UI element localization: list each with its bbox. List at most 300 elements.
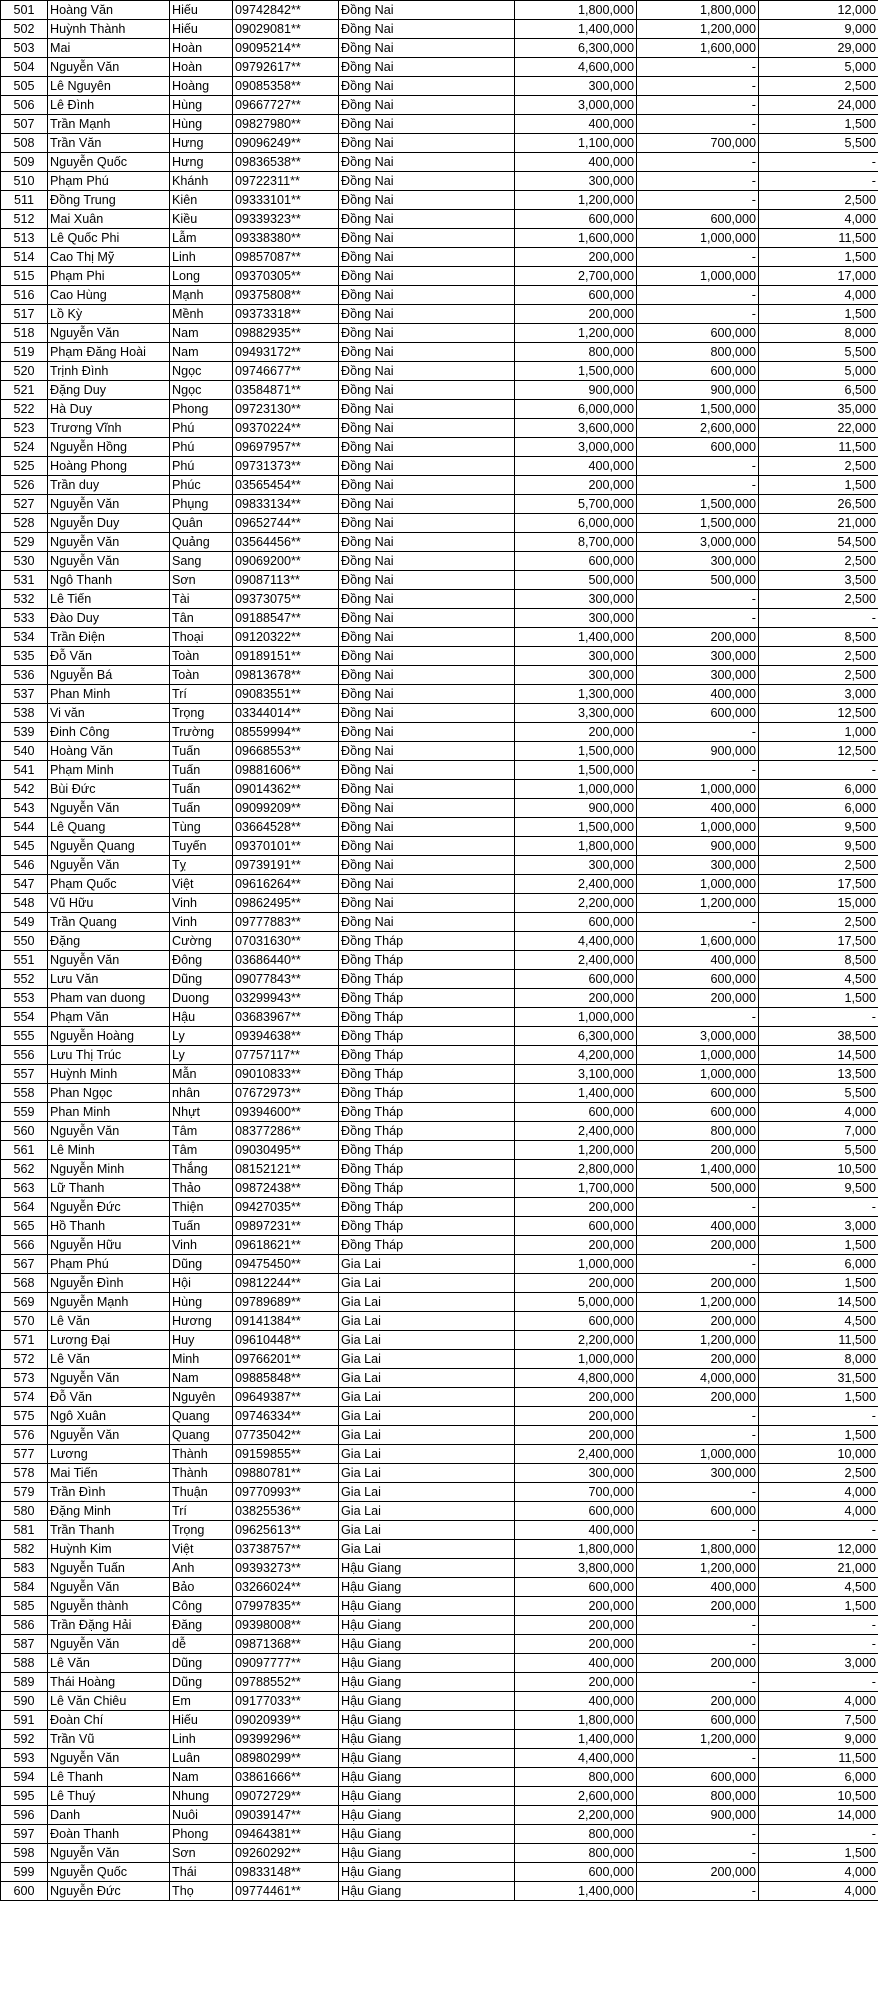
province-cell: Đồng Nai bbox=[339, 818, 515, 837]
phone-cell: 09096249** bbox=[233, 134, 339, 153]
ho-cell: Phan Minh bbox=[48, 1103, 170, 1122]
ho-cell: Nguyễn Đức bbox=[48, 1198, 170, 1217]
fee-cell: 1,000 bbox=[759, 723, 878, 742]
fee-cell: 4,500 bbox=[759, 970, 878, 989]
ten-cell: Trọng bbox=[170, 1521, 233, 1540]
ten-cell: Hùng bbox=[170, 1293, 233, 1312]
support-cell: 400,000 bbox=[637, 799, 759, 818]
ho-cell: Hoàng Phong bbox=[48, 457, 170, 476]
province-cell: Đồng Nai bbox=[339, 495, 515, 514]
ho-cell: Nguyễn Quang bbox=[48, 837, 170, 856]
amount-cell: 800,000 bbox=[515, 1825, 637, 1844]
ho-cell: Lê Minh bbox=[48, 1141, 170, 1160]
phone-cell: 09812244** bbox=[233, 1274, 339, 1293]
support-cell: - bbox=[637, 1673, 759, 1692]
fee-cell: 35,000 bbox=[759, 400, 878, 419]
province-cell: Đồng Tháp bbox=[339, 1084, 515, 1103]
ten-cell: Hưng bbox=[170, 134, 233, 153]
amount-cell: 200,000 bbox=[515, 1635, 637, 1654]
amount-cell: 800,000 bbox=[515, 343, 637, 362]
fee-cell: 1,500 bbox=[759, 115, 878, 134]
province-cell: Đồng Tháp bbox=[339, 1141, 515, 1160]
amount-cell: 200,000 bbox=[515, 248, 637, 267]
table-row bbox=[1, 1369, 878, 1388]
ho-cell: Thái Hoàng bbox=[48, 1673, 170, 1692]
stt-cell: 548 bbox=[1, 894, 48, 913]
province-cell: Đồng Tháp bbox=[339, 970, 515, 989]
ten-cell: Tâm bbox=[170, 1141, 233, 1160]
fee-cell: 12,500 bbox=[759, 704, 878, 723]
table-row bbox=[1, 1426, 878, 1445]
fee-cell: 2,500 bbox=[759, 590, 878, 609]
phone-cell: 09766201** bbox=[233, 1350, 339, 1369]
stt-cell: 563 bbox=[1, 1179, 48, 1198]
amount-cell: 800,000 bbox=[515, 1844, 637, 1863]
table-row bbox=[1, 1882, 878, 1901]
table-row bbox=[1, 248, 878, 267]
support-cell: - bbox=[637, 58, 759, 77]
phone-cell: 09398008** bbox=[233, 1616, 339, 1635]
amount-cell: 700,000 bbox=[515, 1483, 637, 1502]
table-row bbox=[1, 172, 878, 191]
table-row bbox=[1, 1274, 878, 1293]
province-cell: Đồng Nai bbox=[339, 571, 515, 590]
table-row bbox=[1, 818, 878, 837]
ten-cell: Sơn bbox=[170, 1844, 233, 1863]
table-row bbox=[1, 39, 878, 58]
province-cell: Đồng Nai bbox=[339, 343, 515, 362]
amount-cell: 300,000 bbox=[515, 77, 637, 96]
amount-cell: 4,600,000 bbox=[515, 58, 637, 77]
province-cell: Hậu Giang bbox=[339, 1882, 515, 1901]
ten-cell: Nam bbox=[170, 1369, 233, 1388]
amount-cell: 300,000 bbox=[515, 1464, 637, 1483]
ho-cell: Trần Đình bbox=[48, 1483, 170, 1502]
stt-cell: 593 bbox=[1, 1749, 48, 1768]
ho-cell: Mai Tiến bbox=[48, 1464, 170, 1483]
fee-cell: 8,500 bbox=[759, 951, 878, 970]
table-row bbox=[1, 552, 878, 571]
amount-cell: 1,300,000 bbox=[515, 685, 637, 704]
fee-cell: 2,500 bbox=[759, 1464, 878, 1483]
amount-cell: 3,800,000 bbox=[515, 1559, 637, 1578]
amount-cell: 1,100,000 bbox=[515, 134, 637, 153]
ten-cell: Trọng bbox=[170, 704, 233, 723]
ho-cell: Nguyễn thành bbox=[48, 1597, 170, 1616]
amount-cell: 200,000 bbox=[515, 305, 637, 324]
ho-cell: Nguyễn Văn bbox=[48, 533, 170, 552]
fee-cell: 3,000 bbox=[759, 685, 878, 704]
phone-cell: 09010833** bbox=[233, 1065, 339, 1084]
support-cell: 600,000 bbox=[637, 324, 759, 343]
table-row bbox=[1, 1521, 878, 1540]
ho-cell: Nguyễn Văn bbox=[48, 58, 170, 77]
phone-cell: 09029081** bbox=[233, 20, 339, 39]
fee-cell: 9,500 bbox=[759, 1179, 878, 1198]
ten-cell: Tỵ bbox=[170, 856, 233, 875]
province-cell: Đồng Nai bbox=[339, 381, 515, 400]
support-cell: - bbox=[637, 590, 759, 609]
ten-cell: Kiên bbox=[170, 191, 233, 210]
amount-cell: 2,800,000 bbox=[515, 1160, 637, 1179]
support-cell: 500,000 bbox=[637, 571, 759, 590]
ten-cell: Phú bbox=[170, 419, 233, 438]
table-row bbox=[1, 1844, 878, 1863]
table-row bbox=[1, 1863, 878, 1882]
stt-cell: 570 bbox=[1, 1312, 48, 1331]
phone-cell: 09375808** bbox=[233, 286, 339, 305]
ten-cell: Thành bbox=[170, 1464, 233, 1483]
support-cell: - bbox=[637, 1616, 759, 1635]
ten-cell: dễ bbox=[170, 1635, 233, 1654]
province-cell: Đồng Nai bbox=[339, 115, 515, 134]
amount-cell: 600,000 bbox=[515, 552, 637, 571]
fee-cell: - bbox=[759, 1673, 878, 1692]
fee-cell: 31,500 bbox=[759, 1369, 878, 1388]
table-row bbox=[1, 1502, 878, 1521]
support-cell: 200,000 bbox=[637, 1274, 759, 1293]
support-cell: - bbox=[637, 1483, 759, 1502]
table-row bbox=[1, 1407, 878, 1426]
fee-cell: 6,000 bbox=[759, 799, 878, 818]
amount-cell: 2,400,000 bbox=[515, 1122, 637, 1141]
table-row bbox=[1, 381, 878, 400]
ho-cell: Lê Quốc Phi bbox=[48, 229, 170, 248]
phone-cell: 03686440** bbox=[233, 951, 339, 970]
amount-cell: 200,000 bbox=[515, 1198, 637, 1217]
ten-cell: Thoại bbox=[170, 628, 233, 647]
table-row bbox=[1, 1103, 878, 1122]
province-cell: Đồng Nai bbox=[339, 153, 515, 172]
table-row bbox=[1, 1578, 878, 1597]
fee-cell: - bbox=[759, 153, 878, 172]
province-cell: Đồng Nai bbox=[339, 875, 515, 894]
stt-cell: 540 bbox=[1, 742, 48, 761]
fee-cell: 2,500 bbox=[759, 913, 878, 932]
fee-cell: 54,500 bbox=[759, 533, 878, 552]
phone-cell: 09746334** bbox=[233, 1407, 339, 1426]
stt-cell: 581 bbox=[1, 1521, 48, 1540]
ten-cell: Kiều bbox=[170, 210, 233, 229]
phone-cell: 09792617** bbox=[233, 58, 339, 77]
ho-cell: Trần Văn bbox=[48, 134, 170, 153]
ho-cell: Nguyễn Đức bbox=[48, 1882, 170, 1901]
ten-cell: Tâm bbox=[170, 1122, 233, 1141]
province-cell: Đồng Tháp bbox=[339, 1008, 515, 1027]
ten-cell: Dũng bbox=[170, 1255, 233, 1274]
fee-cell: 5,000 bbox=[759, 362, 878, 381]
ho-cell: Lê Thuý bbox=[48, 1787, 170, 1806]
ho-cell: Ngô Xuân bbox=[48, 1407, 170, 1426]
ten-cell: Thọ bbox=[170, 1882, 233, 1901]
phone-cell: 09668553** bbox=[233, 742, 339, 761]
stt-cell: 520 bbox=[1, 362, 48, 381]
stt-cell: 559 bbox=[1, 1103, 48, 1122]
stt-cell: 512 bbox=[1, 210, 48, 229]
amount-cell: 200,000 bbox=[515, 1274, 637, 1293]
ten-cell: Tùng bbox=[170, 818, 233, 837]
province-cell: Đồng Nai bbox=[339, 58, 515, 77]
ho-cell: Lê Tiến bbox=[48, 590, 170, 609]
fee-cell: 4,000 bbox=[759, 1502, 878, 1521]
ten-cell: Trường bbox=[170, 723, 233, 742]
amount-cell: 3,600,000 bbox=[515, 419, 637, 438]
table-row bbox=[1, 799, 878, 818]
ten-cell: Phụng bbox=[170, 495, 233, 514]
stt-cell: 576 bbox=[1, 1426, 48, 1445]
support-cell: 200,000 bbox=[637, 1350, 759, 1369]
ho-cell: Nguyễn Văn bbox=[48, 324, 170, 343]
table-row bbox=[1, 1084, 878, 1103]
table-row bbox=[1, 58, 878, 77]
ten-cell: Tuấn bbox=[170, 780, 233, 799]
table-row bbox=[1, 1616, 878, 1635]
support-cell: 1,500,000 bbox=[637, 495, 759, 514]
support-cell: 1,200,000 bbox=[637, 1559, 759, 1578]
table-row bbox=[1, 1046, 878, 1065]
fee-cell: 2,500 bbox=[759, 191, 878, 210]
support-cell: - bbox=[637, 172, 759, 191]
support-cell: 3,000,000 bbox=[637, 533, 759, 552]
phone-cell: 09697957** bbox=[233, 438, 339, 457]
amount-cell: 2,400,000 bbox=[515, 1445, 637, 1464]
province-cell: Đồng Nai bbox=[339, 305, 515, 324]
amount-cell: 1,500,000 bbox=[515, 818, 637, 837]
ho-cell: Phạm Phú bbox=[48, 172, 170, 191]
ho-cell: Đặng bbox=[48, 932, 170, 951]
phone-cell: 07672973** bbox=[233, 1084, 339, 1103]
stt-cell: 598 bbox=[1, 1844, 48, 1863]
ten-cell: Quân bbox=[170, 514, 233, 533]
fee-cell: 8,000 bbox=[759, 1350, 878, 1369]
table-row bbox=[1, 362, 878, 381]
table-row bbox=[1, 609, 878, 628]
ho-cell: Trần Quang bbox=[48, 913, 170, 932]
ten-cell: Mạnh bbox=[170, 286, 233, 305]
amount-cell: 600,000 bbox=[515, 1103, 637, 1122]
stt-cell: 577 bbox=[1, 1445, 48, 1464]
ten-cell: Trí bbox=[170, 1502, 233, 1521]
stt-cell: 509 bbox=[1, 153, 48, 172]
amount-cell: 200,000 bbox=[515, 723, 637, 742]
stt-cell: 537 bbox=[1, 685, 48, 704]
ten-cell: Dũng bbox=[170, 1654, 233, 1673]
fee-cell: 12,000 bbox=[759, 1540, 878, 1559]
amount-cell: 1,000,000 bbox=[515, 1350, 637, 1369]
province-cell: Đồng Nai bbox=[339, 400, 515, 419]
phone-cell: 07735042** bbox=[233, 1426, 339, 1445]
stt-cell: 578 bbox=[1, 1464, 48, 1483]
phone-cell: 09083551** bbox=[233, 685, 339, 704]
province-cell: Đồng Nai bbox=[339, 476, 515, 495]
ten-cell: Cường bbox=[170, 932, 233, 951]
amount-cell: 1,400,000 bbox=[515, 628, 637, 647]
table-row bbox=[1, 1388, 878, 1407]
province-cell: Đồng Nai bbox=[339, 704, 515, 723]
support-cell: 1,800,000 bbox=[637, 1, 759, 20]
province-cell: Hậu Giang bbox=[339, 1863, 515, 1882]
table-row bbox=[1, 77, 878, 96]
stt-cell: 574 bbox=[1, 1388, 48, 1407]
ho-cell: Lê Văn bbox=[48, 1350, 170, 1369]
amount-cell: 6,300,000 bbox=[515, 1027, 637, 1046]
support-cell: 400,000 bbox=[637, 951, 759, 970]
support-cell: 1,500,000 bbox=[637, 400, 759, 419]
phone-cell: 03738757** bbox=[233, 1540, 339, 1559]
ten-cell: Phú bbox=[170, 457, 233, 476]
ten-cell: Bảo bbox=[170, 1578, 233, 1597]
phone-cell: 09260292** bbox=[233, 1844, 339, 1863]
phone-cell: 07997835** bbox=[233, 1597, 339, 1616]
amount-cell: 400,000 bbox=[515, 1692, 637, 1711]
amount-cell: 600,000 bbox=[515, 913, 637, 932]
table-row bbox=[1, 286, 878, 305]
ten-cell: nhân bbox=[170, 1084, 233, 1103]
ho-cell: Nguyễn Văn bbox=[48, 1369, 170, 1388]
fee-cell: 6,000 bbox=[759, 780, 878, 799]
table-row bbox=[1, 115, 878, 134]
support-cell: 600,000 bbox=[637, 1103, 759, 1122]
province-cell: Đồng Nai bbox=[339, 590, 515, 609]
stt-cell: 585 bbox=[1, 1597, 48, 1616]
province-cell: Đồng Nai bbox=[339, 210, 515, 229]
ho-cell: Nguyễn Văn bbox=[48, 495, 170, 514]
amount-cell: 600,000 bbox=[515, 1863, 637, 1882]
stt-cell: 569 bbox=[1, 1293, 48, 1312]
province-cell: Đồng Nai bbox=[339, 837, 515, 856]
ho-cell: Đỗ Văn bbox=[48, 647, 170, 666]
stt-cell: 582 bbox=[1, 1540, 48, 1559]
ten-cell: Trí bbox=[170, 685, 233, 704]
ho-cell: Đặng Duy bbox=[48, 381, 170, 400]
ho-cell: Huỳnh Kim bbox=[48, 1540, 170, 1559]
stt-cell: 516 bbox=[1, 286, 48, 305]
support-cell: 2,600,000 bbox=[637, 419, 759, 438]
province-cell: Gia Lai bbox=[339, 1407, 515, 1426]
support-cell: 200,000 bbox=[637, 628, 759, 647]
fee-cell: 38,500 bbox=[759, 1027, 878, 1046]
ten-cell: Nam bbox=[170, 1768, 233, 1787]
ten-cell: Sang bbox=[170, 552, 233, 571]
support-cell: 600,000 bbox=[637, 970, 759, 989]
amount-cell: 1,000,000 bbox=[515, 1008, 637, 1027]
table-row bbox=[1, 1768, 878, 1787]
table-row bbox=[1, 495, 878, 514]
phone-cell: 03565454** bbox=[233, 476, 339, 495]
support-cell: 200,000 bbox=[637, 1236, 759, 1255]
ho-cell: Đỗ Văn bbox=[48, 1388, 170, 1407]
amount-cell: 200,000 bbox=[515, 1426, 637, 1445]
province-cell: Gia Lai bbox=[339, 1483, 515, 1502]
fee-cell: 3,000 bbox=[759, 1217, 878, 1236]
fee-cell: 6,500 bbox=[759, 381, 878, 400]
stt-cell: 575 bbox=[1, 1407, 48, 1426]
province-cell: Gia Lai bbox=[339, 1445, 515, 1464]
phone-cell: 09399296** bbox=[233, 1730, 339, 1749]
amount-cell: 6,300,000 bbox=[515, 39, 637, 58]
ho-cell: Ngô Thanh bbox=[48, 571, 170, 590]
phone-cell: 09885848** bbox=[233, 1369, 339, 1388]
province-cell: Gia Lai bbox=[339, 1293, 515, 1312]
stt-cell: 564 bbox=[1, 1198, 48, 1217]
amount-cell: 1,500,000 bbox=[515, 742, 637, 761]
fee-cell: 2,500 bbox=[759, 457, 878, 476]
amount-cell: 5,700,000 bbox=[515, 495, 637, 514]
ten-cell: Hưng bbox=[170, 153, 233, 172]
ten-cell: Hậu bbox=[170, 1008, 233, 1027]
ten-cell: Hoàn bbox=[170, 39, 233, 58]
phone-cell: 03664528** bbox=[233, 818, 339, 837]
province-cell: Đồng Tháp bbox=[339, 1198, 515, 1217]
amount-cell: 200,000 bbox=[515, 1236, 637, 1255]
ten-cell: Quang bbox=[170, 1426, 233, 1445]
support-cell: 1,000,000 bbox=[637, 267, 759, 286]
fee-cell: 1,500 bbox=[759, 1274, 878, 1293]
ten-cell: Thái bbox=[170, 1863, 233, 1882]
table-row bbox=[1, 780, 878, 799]
province-cell: Gia Lai bbox=[339, 1350, 515, 1369]
phone-cell: 09722311** bbox=[233, 172, 339, 191]
ho-cell: Trịnh Đình bbox=[48, 362, 170, 381]
stt-cell: 515 bbox=[1, 267, 48, 286]
phone-cell: 09030495** bbox=[233, 1141, 339, 1160]
support-cell: - bbox=[637, 1255, 759, 1274]
ho-cell: Cao Thị Mỹ bbox=[48, 248, 170, 267]
table-row bbox=[1, 1825, 878, 1844]
ten-cell: Toàn bbox=[170, 647, 233, 666]
support-cell: 800,000 bbox=[637, 1122, 759, 1141]
stt-cell: 544 bbox=[1, 818, 48, 837]
stt-cell: 588 bbox=[1, 1654, 48, 1673]
amount-cell: 1,400,000 bbox=[515, 20, 637, 39]
stt-cell: 508 bbox=[1, 134, 48, 153]
support-cell: 200,000 bbox=[637, 1597, 759, 1616]
amount-cell: 600,000 bbox=[515, 1312, 637, 1331]
province-cell: Hậu Giang bbox=[339, 1673, 515, 1692]
table-row bbox=[1, 229, 878, 248]
fee-cell: 1,500 bbox=[759, 476, 878, 495]
ho-cell: Phạm Quốc bbox=[48, 875, 170, 894]
amount-cell: 4,400,000 bbox=[515, 1749, 637, 1768]
stt-cell: 536 bbox=[1, 666, 48, 685]
province-cell: Đồng Tháp bbox=[339, 932, 515, 951]
ten-cell: Em bbox=[170, 1692, 233, 1711]
amount-cell: 1,200,000 bbox=[515, 191, 637, 210]
phone-cell: 07031630** bbox=[233, 932, 339, 951]
stt-cell: 599 bbox=[1, 1863, 48, 1882]
phone-cell: 09077843** bbox=[233, 970, 339, 989]
stt-cell: 594 bbox=[1, 1768, 48, 1787]
fee-cell: 6,000 bbox=[759, 1255, 878, 1274]
fee-cell: 11,500 bbox=[759, 438, 878, 457]
ten-cell: Vinh bbox=[170, 894, 233, 913]
amount-cell: 500,000 bbox=[515, 571, 637, 590]
table-row bbox=[1, 1749, 878, 1768]
table-row bbox=[1, 1654, 878, 1673]
fee-cell: 4,000 bbox=[759, 210, 878, 229]
ho-cell: Pham van duong bbox=[48, 989, 170, 1008]
amount-cell: 1,200,000 bbox=[515, 324, 637, 343]
fee-cell: 12,000 bbox=[759, 1, 878, 20]
ten-cell: Hiếu bbox=[170, 1711, 233, 1730]
table-row bbox=[1, 1730, 878, 1749]
ho-cell: Nguyễn Văn bbox=[48, 951, 170, 970]
support-cell: 1,800,000 bbox=[637, 1540, 759, 1559]
support-cell: 200,000 bbox=[637, 1141, 759, 1160]
phone-cell: 09099209** bbox=[233, 799, 339, 818]
ho-cell: Lữ Thanh bbox=[48, 1179, 170, 1198]
fee-cell: 11,500 bbox=[759, 229, 878, 248]
